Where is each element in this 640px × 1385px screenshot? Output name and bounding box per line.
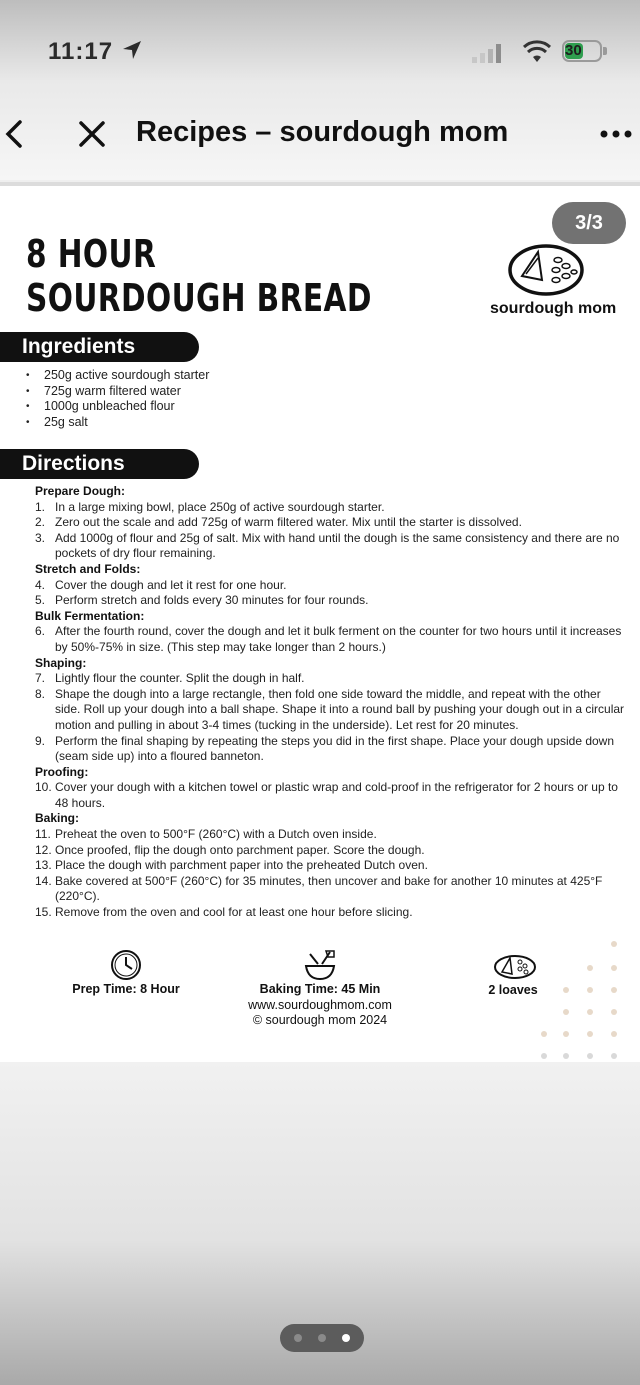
direction-step: 2. Zero out the scale and add 725g of warm filtered water. Mix until the starter is dissolved. xyxy=(35,515,522,530)
direction-step: 14. Bake covered at 500°F (260°C) for 35 minutes, then uncover and bake for another 10 minutes at 425°F (220°C). xyxy=(35,873,603,904)
more-icon[interactable] xyxy=(598,122,638,146)
battery-icon xyxy=(562,40,610,64)
nav-title: Recipes – sourdough mom xyxy=(136,116,509,148)
direction-step: 4. Cover the dough and let it rest for one hour. xyxy=(35,577,287,592)
page-dot-active[interactable] xyxy=(342,1334,350,1342)
back-icon[interactable] xyxy=(2,118,24,150)
ingredient-item: • 25g salt xyxy=(26,415,586,431)
ingredient-item: • 725g warm filtered water xyxy=(26,384,586,400)
direction-step: 3. Add 1000g of flour and 25g of salt. Mix with hand until the dough is the same consistency and there are no pockets of dry flour remaining. xyxy=(35,530,620,561)
loaf-icon xyxy=(492,952,538,980)
section-heading: Proofing: xyxy=(35,764,89,779)
baking-time: Baking Time: 45 Min xyxy=(259,982,381,996)
loaves-count: 2 loaves xyxy=(488,983,538,997)
logo-text: sourdough mom xyxy=(490,300,617,317)
status-time: 11:17 xyxy=(48,38,114,65)
page-indicator[interactable] xyxy=(280,1324,364,1352)
page-dot[interactable] xyxy=(294,1334,302,1342)
signal-icon xyxy=(470,42,510,64)
ingredients-list xyxy=(26,368,586,430)
battery-percent: 30 xyxy=(565,42,582,59)
direction-step: 7. Lightly flour the counter. Split the dough in half. xyxy=(35,671,305,686)
decorative-dots xyxy=(540,940,620,1062)
directions-list xyxy=(35,484,625,921)
section-heading: Bulk Fermentation: xyxy=(35,608,145,623)
direction-step: 12. Once proofed, flip the dough onto parchment paper. Score the dough. xyxy=(35,842,425,857)
ingredient-item: • 1000g unbleached flour xyxy=(26,399,586,415)
copyright: © sourdough mom 2024 xyxy=(252,1013,388,1027)
location-arrow-icon xyxy=(120,38,144,62)
page-dot[interactable] xyxy=(318,1334,326,1342)
clock-icon xyxy=(110,949,142,981)
ingredients-heading: Ingredients xyxy=(0,332,199,362)
direction-step: 8. Shape the dough into a large rectangle, then fold one side toward the middle, and repeat with the other side. Roll up your dough into a ball shape. Shape it into a round ball by pushing your dough out in a circular motion and pulling in about 3-4 times (tucking in the underside). Let rest for 20 minutes. xyxy=(35,686,625,732)
recipe-title-line2: SOURDOUGH BREAD xyxy=(26,276,372,320)
direction-step: 9. Perform the final shaping by repeating the steps you did in the first shape. Place your dough upside down (seam side up) into a floured banneton. xyxy=(35,733,615,764)
section-heading: Baking: xyxy=(35,811,80,826)
direction-step: 6. After the fourth round, cover the dough and let it bulk ferment on the counter for two hours until it increases by 50%-75% in size. (This step may take longer than 2 hours.) xyxy=(35,624,622,654)
ingredient-item: • 250g active sourdough starter xyxy=(26,368,586,384)
direction-step: 13. Place the dough with parchment paper into the preheated Dutch oven. xyxy=(35,858,428,873)
prep-time: Prep Time: 8 Hour xyxy=(72,982,180,996)
direction-step: 15. Remove from the oven and cool for at least one hour before slicing. xyxy=(35,905,413,920)
direction-step: 11. Preheat the oven to 500°F (260°C) with a Dutch oven inside. xyxy=(35,827,377,842)
recipe-title-line1: 8 HOUR xyxy=(26,232,157,276)
directions-heading: Directions xyxy=(0,449,199,479)
direction-step: 1. In a large mixing bowl, place 250g of active sourdough starter. xyxy=(35,499,385,514)
section-heading: Shaping: xyxy=(35,655,87,670)
sourdough-mom-logo-icon xyxy=(504,236,588,298)
section-heading: Stretch and Folds: xyxy=(35,561,141,576)
status-bar xyxy=(0,0,640,100)
section-heading: Prepare Dough: xyxy=(35,484,126,498)
direction-step: 10. Cover your dough with a kitchen towel or plastic wrap and cold-proof in the refrigerator for 2 hours or up to 48 hours. xyxy=(35,780,618,810)
website-url: www.sourdoughmom.com xyxy=(248,998,392,1012)
page-counter: 3/3 xyxy=(552,202,626,244)
mixing-bowl-icon xyxy=(302,948,338,982)
direction-step: 5. Perform stretch and folds every 30 minutes for four rounds. xyxy=(35,593,369,608)
close-icon[interactable] xyxy=(78,120,106,148)
wifi-icon xyxy=(522,40,552,64)
